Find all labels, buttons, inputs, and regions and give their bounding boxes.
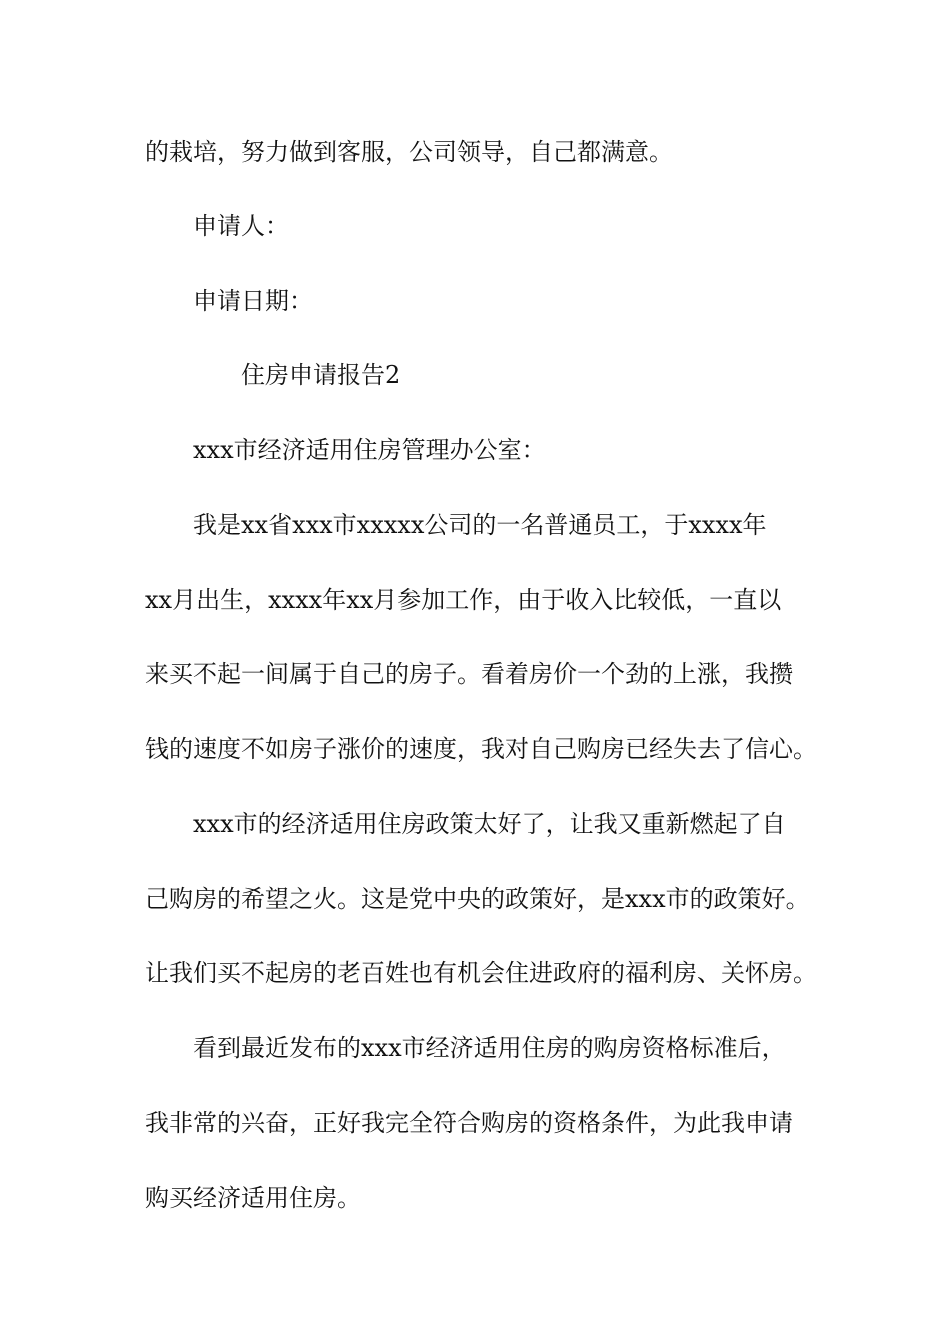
application-date-label: 申请日期： (193, 287, 313, 315)
paragraph-line: 购买经济适用住房。 (145, 1184, 361, 1212)
salutation: xxx市经济适用住房管理办公室： (193, 436, 546, 464)
section-title: 住房申请报告2 (241, 361, 401, 389)
paragraph-line: 我非常的兴奋，正好我完全符合购房的资格条件，为此我申请 (145, 1109, 793, 1137)
applicant-label: 申请人： (193, 212, 289, 240)
paragraph-line: xx月出生，xxxx年xx月参加工作，由于收入比较低，一直以 (145, 586, 782, 614)
paragraph-line: 己购房的希望之火。这是党中央的政策好，是xxx市的政策好。 (145, 885, 810, 913)
paragraph-line: xxx市的经济适用住房政策太好了，让我又重新燃起了自 (193, 810, 786, 838)
paragraph-line: 来买不起一间属于自己的房子。看着房价一个劲的上涨，我攒 (145, 660, 793, 688)
paragraph-line: 的栽培，努力做到客服，公司领导，自己都满意。 (145, 138, 673, 166)
paragraph-line: 我是xx省xxx市xxxxx公司的一名普通员工，于xxxx年 (193, 511, 767, 539)
paragraph-line: 让我们买不起房的老百姓也有机会住进政府的福利房、关怀房。 (145, 959, 817, 987)
paragraph-line: 钱的速度不如房子涨价的速度，我对自己购房已经失去了信心。 (145, 735, 817, 763)
paragraph-line: 看到最近发布的xxx市经济适用住房的购房资格标准后， (193, 1034, 786, 1062)
